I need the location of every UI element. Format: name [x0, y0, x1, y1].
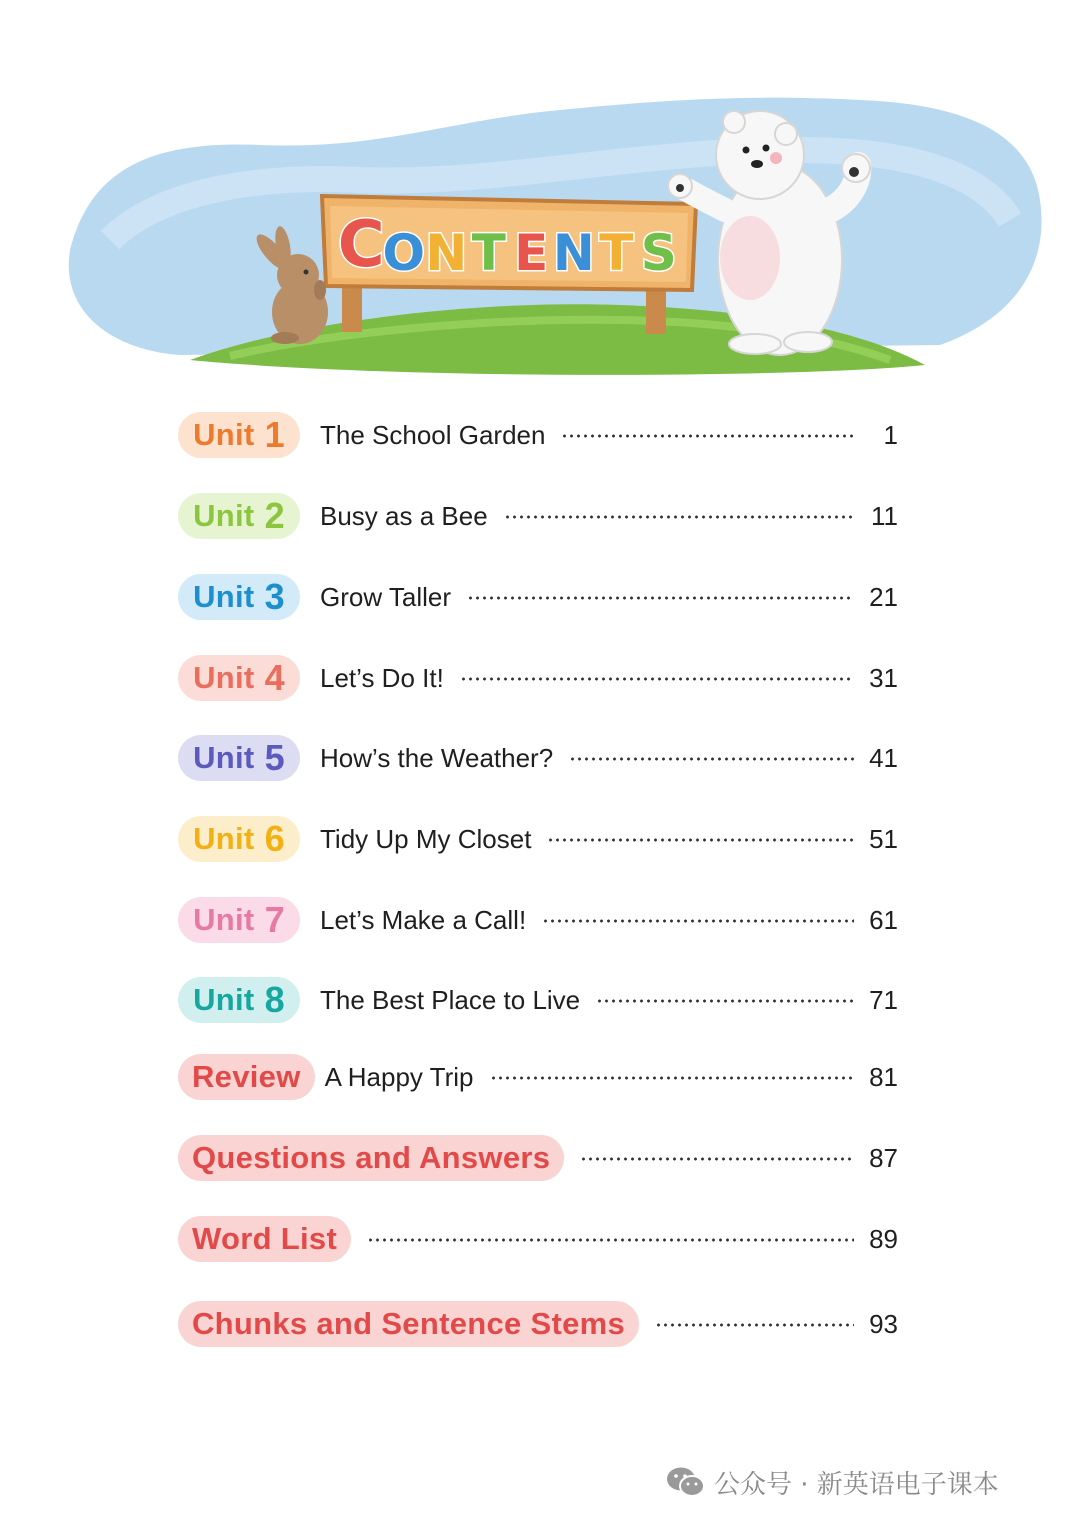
heading-letter: C [337, 208, 385, 282]
dot-leader [467, 596, 854, 600]
unit-word: Unit [193, 982, 255, 1017]
dot-leader [580, 1157, 854, 1161]
footer-text: 公众号 · 新英语电子课本 [714, 1469, 999, 1500]
unit-title: The School Garden [320, 419, 546, 450]
unit-word: Unit [193, 660, 255, 695]
unit-badge [178, 735, 300, 781]
dot-leader [655, 1323, 854, 1327]
toc-row-extra-3[interactable] [178, 1300, 898, 1348]
unit-word: Unit [193, 579, 255, 614]
page-number: 81 [869, 1061, 898, 1092]
wechat-icon [666, 1465, 706, 1499]
unit-badge [178, 977, 300, 1023]
unit-title: Let’s Do It! [320, 662, 444, 693]
toc-row-unit-7[interactable] [178, 896, 898, 944]
contents-banner-illustration [0, 0, 1080, 400]
dot-leader [542, 919, 854, 923]
unit-title: How’s the Weather? [320, 742, 554, 773]
unit-number: 6 [264, 818, 285, 859]
toc-row-review[interactable] [178, 1053, 898, 1101]
toc-row-extra-2[interactable] [178, 1215, 898, 1263]
dot-leader [460, 677, 854, 681]
unit-number: 1 [264, 414, 285, 455]
unit-badge [178, 897, 300, 943]
toc-row-unit-2[interactable] [178, 492, 898, 540]
review-title: A Happy Trip [324, 1061, 474, 1092]
toc-row-extra-1[interactable] [178, 1134, 898, 1182]
heading-letter: E [514, 224, 549, 282]
unit-title: Busy as a Bee [320, 500, 488, 531]
page-number: 21 [869, 581, 898, 612]
page-number: 61 [869, 904, 898, 935]
unit-number: 4 [264, 657, 285, 698]
unit-title: Tidy Up My Closet [320, 823, 532, 854]
page-number: 31 [869, 662, 898, 693]
toc-row-unit-5[interactable] [178, 734, 898, 782]
footer-watermark [666, 1462, 999, 1502]
unit-title: The Best Place to Live [320, 984, 581, 1015]
heading-letter: N [552, 224, 595, 282]
section-badge: Questions and Answers [178, 1135, 564, 1181]
dot-leader [490, 1076, 855, 1080]
section-badge: Word List [178, 1216, 351, 1262]
heading-letter: S [640, 224, 677, 282]
unit-badge [178, 816, 300, 862]
unit-title: Grow Taller [320, 581, 452, 612]
unit-badge [178, 574, 300, 620]
dot-leader [569, 757, 854, 761]
unit-word: Unit [193, 417, 255, 452]
unit-word: Unit [193, 902, 255, 937]
page-number: 11 [871, 500, 898, 531]
page-number: 1 [883, 419, 898, 450]
page-number: 89 [869, 1223, 898, 1254]
heading-letter: T [471, 224, 506, 282]
section-badge: Chunks and Sentence Stems [178, 1301, 639, 1347]
unit-word: Unit [193, 498, 255, 533]
unit-badge [178, 493, 300, 539]
review-badge: Review [178, 1054, 315, 1100]
page-number: 71 [869, 984, 898, 1015]
unit-word: Unit [193, 821, 255, 856]
page-number: 41 [869, 742, 898, 773]
unit-word: Unit [193, 740, 255, 775]
dot-leader [596, 999, 854, 1003]
heading-letter: T [599, 224, 634, 282]
heading-letter: N [425, 224, 468, 282]
toc-row-unit-1[interactable] [178, 411, 898, 459]
toc-row-unit-3[interactable] [178, 573, 898, 621]
unit-number: 2 [264, 495, 285, 536]
dot-leader [561, 434, 854, 438]
toc-row-unit-6[interactable] [178, 815, 898, 863]
unit-number: 8 [264, 979, 285, 1020]
unit-title: Let’s Make a Call! [320, 904, 527, 935]
page-number: 93 [869, 1308, 898, 1339]
unit-number: 5 [264, 737, 285, 778]
unit-badge [178, 412, 300, 458]
dot-leader [367, 1238, 854, 1242]
page-number: 51 [869, 823, 898, 854]
toc-row-unit-8[interactable] [178, 976, 898, 1024]
unit-badge [178, 655, 300, 701]
dot-leader [504, 515, 854, 519]
dot-leader [547, 838, 854, 842]
page-number: 87 [869, 1142, 898, 1173]
unit-number: 3 [264, 576, 285, 617]
toc-row-unit-4[interactable] [178, 654, 898, 702]
unit-number: 7 [264, 899, 285, 940]
heading-letter: O [382, 224, 426, 282]
